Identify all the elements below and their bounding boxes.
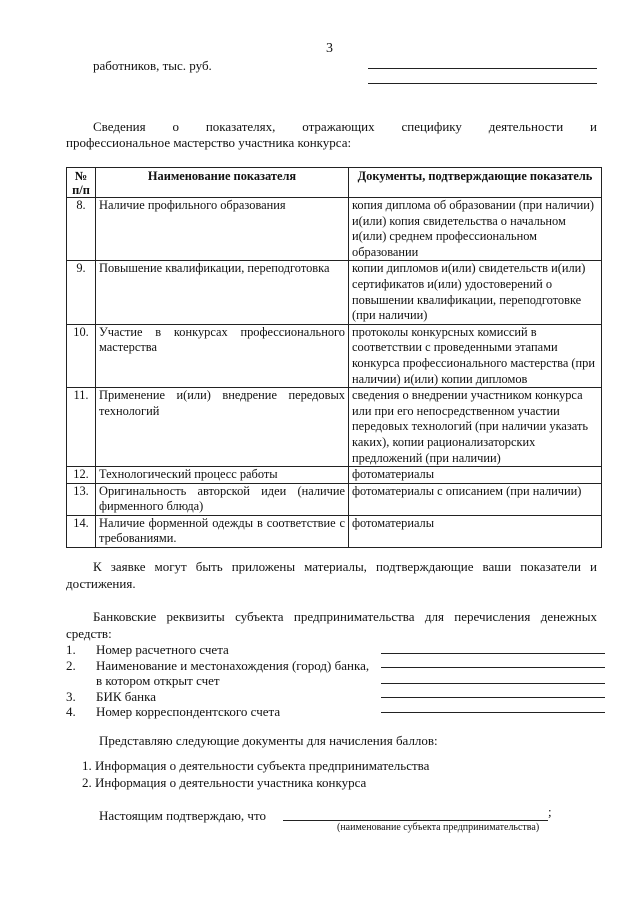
bank-intro-line-2: средств: — [66, 626, 112, 641]
header-name: Наименование показателя — [96, 168, 349, 198]
intro-line-2: профессиональное мастерство участника конкурса: — [66, 135, 352, 150]
bank-field-line — [381, 683, 605, 684]
confirm-end: ; — [548, 804, 552, 819]
header-num: № п/п — [67, 168, 96, 198]
page-number: 3 — [326, 41, 333, 56]
table-row — [67, 467, 602, 484]
row-name: Применение и(или) внедрение передовых технологий — [96, 388, 349, 467]
bank-intro-line-1: Банковские реквизиты субъекта предпринимательства для перечисления денежных — [93, 609, 597, 624]
row-docs: копия диплома об образовании (при наличии) и(или) копия свидетельства о начальном и(или) среднем профессиональном образовании — [349, 198, 602, 261]
row-docs: сведения о внедрении участником конкурса или при его непосредственном участии передовых технологий (при наличии указать каких), копии рационализаторских предложений (при наличии) — [349, 388, 602, 467]
row-num: 11. — [67, 388, 96, 467]
row-name: Повышение квалификации, переподготовка — [96, 261, 349, 324]
row-num: 14. — [67, 515, 96, 547]
row-name: Технологический процесс работы — [96, 467, 349, 484]
table-row — [67, 483, 602, 515]
row-docs: фотоматериалы — [349, 515, 602, 547]
row-name: Наличие форменной одежды в соответствие с требованиями. — [96, 515, 349, 547]
row-name: Наличие профильного образования — [96, 198, 349, 261]
bank-field-line — [381, 697, 605, 698]
confirm-text: Настоящим подтверждаю, что — [99, 808, 266, 823]
row-name: Оригинальность авторской идеи (наличие фирменного блюда) — [96, 483, 349, 515]
table-row — [67, 198, 602, 261]
indicators-table — [66, 167, 602, 548]
top-line-text: работников, тыс. руб. — [93, 58, 212, 73]
row-docs: протоколы конкурсных комиссий в соответствии с проведенными этапами конкурса профессионального мастерства (при наличии) и(или) копии дипломов — [349, 324, 602, 387]
bank-item-label: БИК банка — [96, 689, 157, 704]
bank-item-num: 3. — [66, 689, 76, 704]
bank-item-num: 2. — [66, 658, 76, 673]
attach-note-line-1: К заявке могут быть приложены материалы, подтверждающие ваши показатели и — [93, 559, 597, 574]
bank-item-num: 4. — [66, 704, 76, 719]
bank-field-line — [381, 712, 605, 713]
table-row — [67, 388, 602, 467]
docs-list-item: 1. Информация о деятельности субъекта предпринимательства — [82, 758, 430, 773]
bank-field-line — [381, 653, 605, 654]
bank-field-line — [381, 667, 605, 668]
row-num: 10. — [67, 324, 96, 387]
header-docs: Документы, подтверждающие показатель — [349, 168, 602, 198]
blank-line — [368, 68, 597, 69]
table-header-row — [67, 168, 602, 198]
bank-item-num: 1. — [66, 642, 76, 657]
table-row — [67, 515, 602, 547]
row-num: 8. — [67, 198, 96, 261]
bank-item-label: Номер корреспондентского счета — [96, 704, 281, 719]
bank-item-label: в котором открыт счет — [96, 673, 220, 688]
docs-intro: Представляю следующие документы для начисления баллов: — [99, 733, 438, 748]
row-num: 13. — [67, 483, 96, 515]
row-docs: фотоматериалы с описанием (при наличии) — [349, 483, 602, 515]
intro-line-1: Сведения о показателях, отражающих специфику деятельности и — [93, 119, 597, 134]
row-name: Участие в конкурсах профессионального мастерства — [96, 324, 349, 387]
confirm-field-line — [283, 820, 548, 821]
row-num: 9. — [67, 261, 96, 324]
bank-item-label: Наименование и местонахождения (город) банка, — [96, 658, 370, 673]
confirm-caption: (наименование субъекта предпринимательства) — [337, 822, 540, 833]
table-row — [67, 324, 602, 387]
bank-item-label: Номер расчетного счета — [96, 642, 229, 657]
row-docs: фотоматериалы — [349, 467, 602, 484]
attach-note-line-2: достижения. — [66, 576, 136, 591]
row-docs: копии дипломов и(или) свидетельств и(или) сертификатов и(или) удостоверений о повышении квалификации, переподготовке (при наличии) — [349, 261, 602, 324]
table-row — [67, 261, 602, 324]
blank-line — [368, 83, 597, 84]
row-num: 12. — [67, 467, 96, 484]
docs-list-item: 2. Информация о деятельности участника конкурса — [82, 775, 367, 790]
